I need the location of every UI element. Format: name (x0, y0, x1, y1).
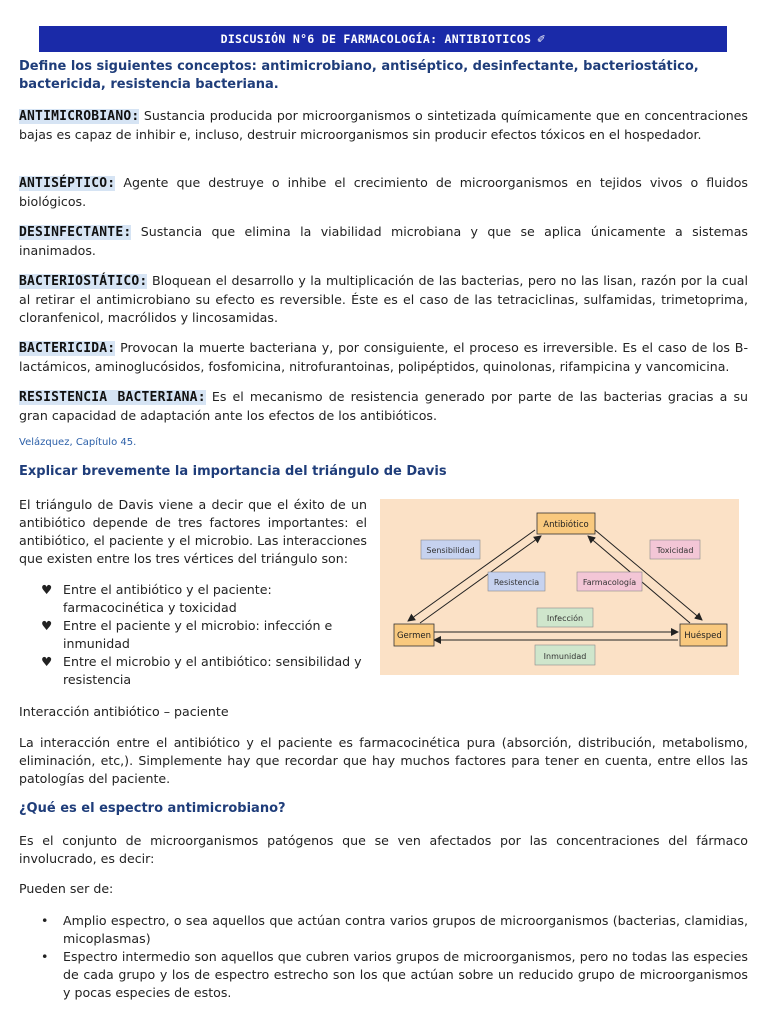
davis-triangle-diagram (380, 499, 739, 675)
davis-bullet-list (19, 581, 367, 689)
definition-bactericida (19, 339, 748, 376)
term-label: BACTERICIDA: (19, 341, 116, 356)
davis-intro: El triángulo de Davis viene a decir que el éxito de un antibiótico depende de tres factores importantes: el antibiótico, el paciente y el microbio. Las interacciones que existen entre los tres vértices del triángulo son: (19, 497, 367, 566)
espectro-text: Es el conjunto de microorganismos patógenos que se ven afectados por las concentraciones del fármaco involucrado, es decir: (19, 833, 748, 866)
definition-bacteriostatico (19, 272, 748, 327)
definition-antiseptico (19, 174, 748, 211)
definition-resistencia (19, 388, 748, 425)
pueden-text: Pueden ser de: (19, 881, 114, 896)
label-inmunidad: Inmunidad (543, 652, 587, 661)
label-resistencia: Resistencia (493, 578, 540, 587)
question-1: Define los siguientes conceptos: antimicrobiano, antiséptico, desinfectante, bacteriostático, bactericida, resistencia bacteriana. (19, 59, 699, 92)
page-banner (39, 26, 727, 52)
list-item: • Amplio espectro, o sea aquellos que actúan contra varios grupos de microorganismos (bacterias, clamidias, micoplasmas) (41, 913, 748, 946)
term-label: ANTIMICROBIANO: (19, 109, 140, 124)
vertex-germen-label: Germen (396, 631, 432, 641)
label-farmacologia: Farmacología (582, 578, 637, 587)
interaction-text: La interacción entre el antibiótico y el paciente es farmacocinética pura (absorción, distribución, metabolismo, eliminación, etc,). Simplemente hay que recordar que hay muchos factores para tener en cuenta, entre ellos las patologías del paciente. (19, 735, 748, 786)
definition-text: Agente que destruye o inhibe el crecimiento de microorganismos en tejidos vivos o fluidos biológicos. (19, 175, 748, 209)
term-label: BACTERIOSTÁTICO: (19, 274, 148, 289)
definition-desinfectante (19, 223, 748, 260)
heart-bullet-icon: ♥ (41, 582, 53, 597)
definition-text: Es el mecanismo de resistencia generado por parte de las bacterias gracias a su gran capacidad de adaptación ante los efectos de los antibióticos. (19, 389, 748, 423)
banner-title: DISCUSIÓN N°6 DE FARMACOLOGÍA: ANTIBIOTICOS (220, 32, 532, 46)
list-item: ♥ Entre el microbio y el antibiótico: sensibilidad y resistencia (41, 654, 362, 687)
espectro-bullet-list (19, 912, 748, 1002)
definition-antimicrobiano (19, 107, 748, 144)
bullet-dot-icon: • (41, 949, 49, 964)
term-label: RESISTENCIA BACTERIANA: (19, 390, 206, 405)
reference-citation: Velázquez, Capítulo 45. (19, 437, 137, 448)
vertex-antibiotico-label: Antibiótico (543, 520, 589, 530)
list-item: ♥ Entre el paciente y el microbio: infección e inmunidad (41, 618, 333, 651)
label-sensibilidad: Sensibilidad (426, 546, 475, 555)
list-item: • Espectro intermedio son aquellos que cubren varios grupos de microorganismos, pero no todas las especies de cada grupo y los de espectro estrecho son los que actúan sobre un reducido grupo de microorganismos y pocas especies de estos. (41, 949, 748, 1000)
term-label: DESINFECTANTE: (19, 225, 132, 240)
bullet-dot-icon: • (41, 913, 49, 928)
list-item: ♥ Entre el antibiótico y el paciente: farmacocinética y toxicidad (41, 582, 272, 615)
term-label: ANTISÉPTICO: (19, 176, 116, 191)
heart-bullet-icon: ♥ (41, 618, 53, 633)
question-3: ¿Qué es el espectro antimicrobiano? (19, 801, 286, 816)
question-2: Explicar brevemente la importancia del triángulo de Davis (19, 464, 447, 479)
heart-bullet-icon: ♥ (41, 654, 53, 669)
pencil-icon: ✐ (537, 32, 546, 47)
definition-text: Sustancia que elimina la viabilidad microbiana y que se aplica únicamente a sistemas inanimados. (19, 224, 748, 258)
definition-text: Bloquean el desarrollo y la multiplicación de las bacterias, pero no las lisan, razón por la cual al retirar el antimicrobiano su efecto es reversible. Éste es el caso de las tetraciclinas, sulfamidas, trimetoprima, cloranfenicol, macrólidos y lincosamidas. (19, 273, 748, 325)
interaction-title: Interacción antibiótico – paciente (19, 704, 229, 719)
label-toxicidad: Toxicidad (656, 546, 694, 555)
definition-text: Provocan la muerte bacteriana y, por consiguiente, el proceso es irreversible. Es el caso de los B-lactámicos, aminoglucósidos, fosfomicina, nitrofurantoinas, polipéptidos, quinolonas, rifampicina y vancomicina. (19, 340, 748, 374)
label-infeccion: Infección (546, 614, 584, 623)
definition-text: Sustancia producida por microorganismos o sintetizada químicamente que en concentraciones bajas es capaz de inhibir e, incluso, destruir microorganismos sin producir efectos tóxicos en el hospedador. (19, 108, 748, 142)
vertex-huesped-label: Huésped (684, 631, 722, 641)
